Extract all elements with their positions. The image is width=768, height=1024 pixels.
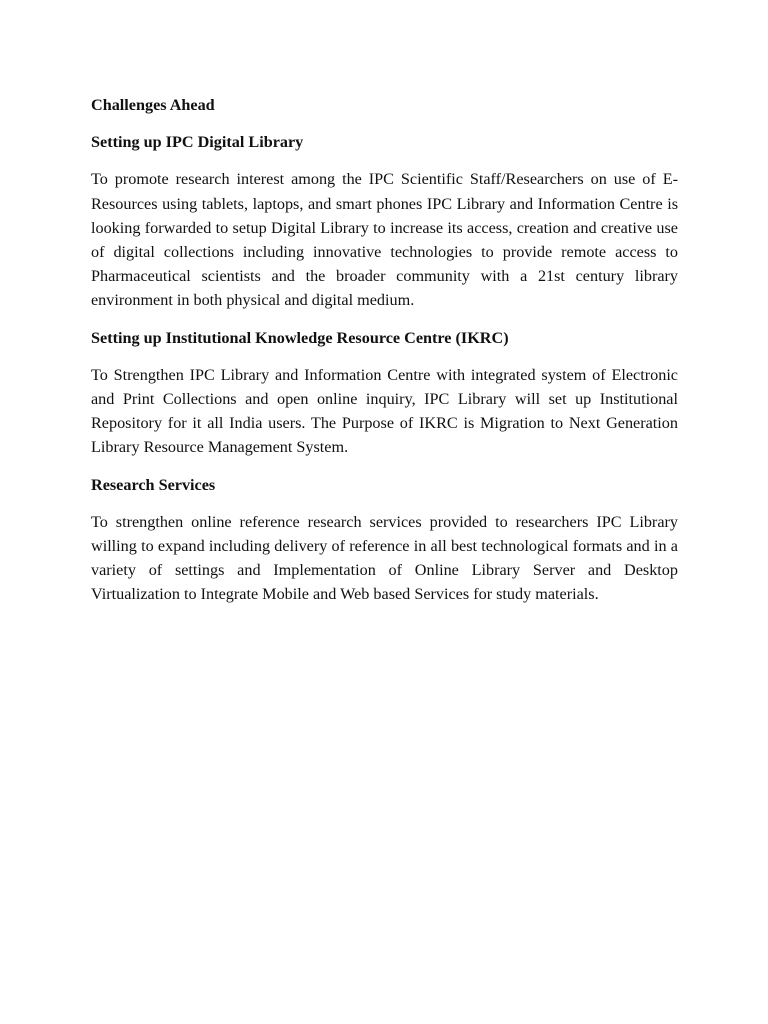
document-page bbox=[91, 93, 678, 620]
section-text-ikrc: To Strengthen IPC Library and Information Centre with integrated system of Electronic and Print Collections and open online inquiry, IPC Library will set up Institutional Repository for it all India users. The Purpose of IKRC is Migration to Next Generation Library Resource Management System. bbox=[91, 365, 678, 457]
section-heading-research-services: Research Services bbox=[91, 475, 216, 494]
section-text-digital-library: To promote research interest among the IPC Scientific Staff/Researchers on use of E-Resources using tablets, laptops, and smart phones IPC Library and Information Centre is looking forwarded to setup Digital Library to increase its access, creation and creative use of digital collections including innovative technologies to provide remote access to Pharmaceutical scientists and the broader community with a 21st century library environment in both physical and digital medium. bbox=[91, 170, 678, 310]
main-heading: Challenges Ahead bbox=[91, 96, 215, 114]
section-heading-digital-library: Setting up IPC Digital Library bbox=[91, 133, 304, 152]
section-text-research-services: To strengthen online reference research services provided to researchers IPC Library willing to expand including delivery of reference in all best technological formats and in a variety of settings and Implementation of Online Library Server and Desktop Virtualization to Integrate Mobile and Web based Services for study materials. bbox=[91, 512, 678, 604]
section-heading-ikrc: Setting up Institutional Knowledge Resource Centre (IKRC) bbox=[91, 328, 509, 347]
